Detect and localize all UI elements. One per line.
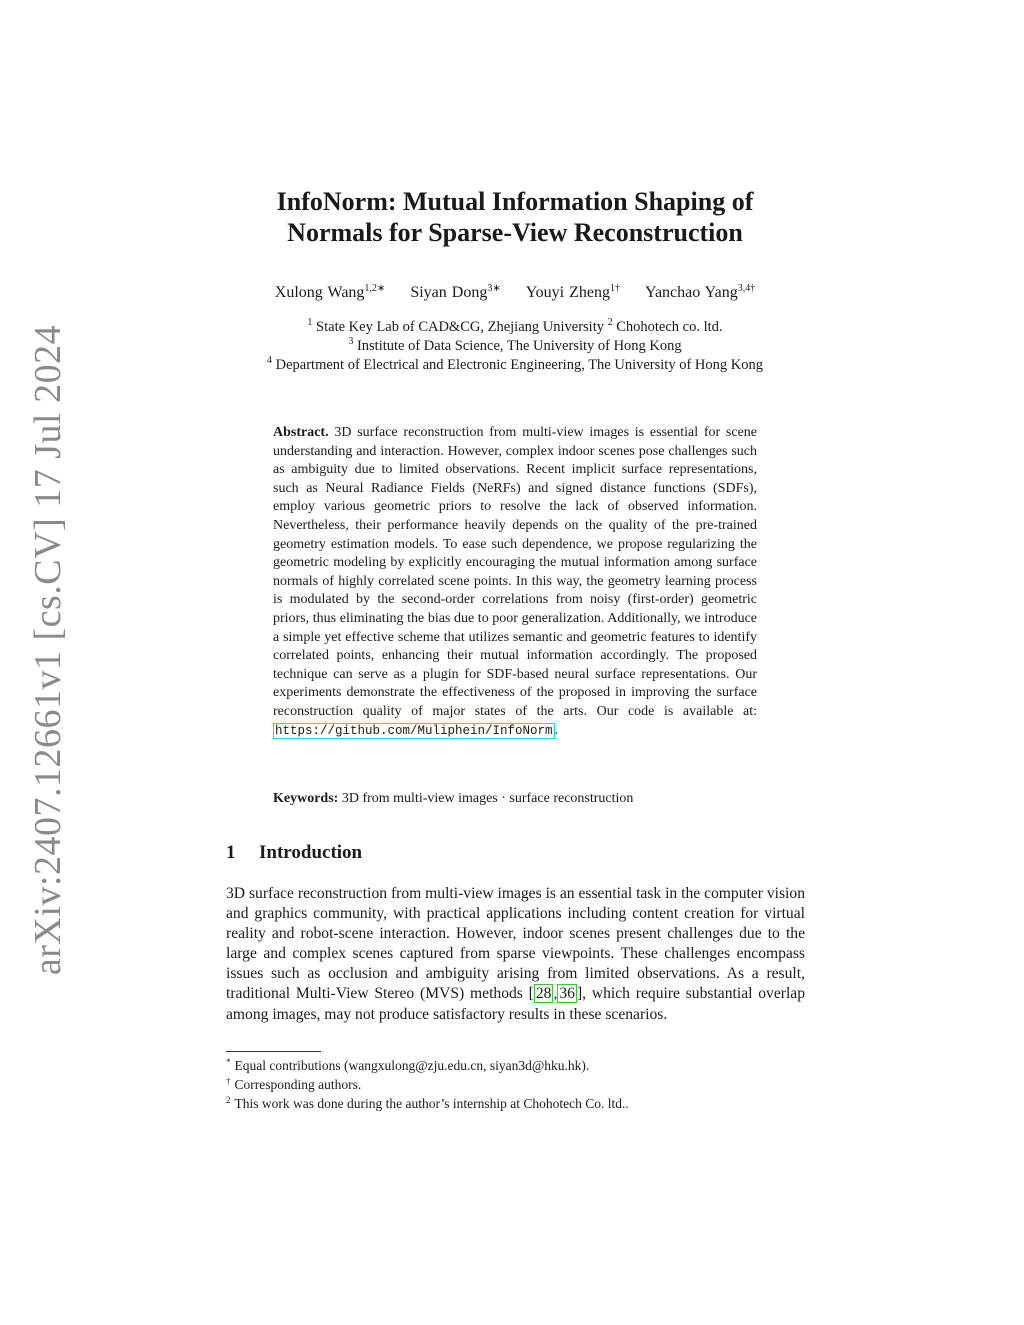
author: Siyan Dong$^{3∗}$ — [410, 283, 501, 301]
keywords-label: Keywords: — [273, 791, 339, 806]
footnote: $^2$ This work was done during the author’s internship at Chohotech Co. ltd.. — [226, 1095, 629, 1111]
footnote: * Equal contributions (wangxulong@zju.edu.cn, siyan3d@hku.hk). — [226, 1057, 590, 1073]
arxiv-side-stamp — [20, 324, 76, 976]
keywords — [273, 790, 757, 808]
arxiv-id-text: arXiv:2407.12661v1 [cs.CV] 17 Jul 2024 — [27, 324, 69, 976]
affiliation-line: $^4$ Department of Electrical and Electronic Engineering, The University of Hong Kong — [267, 355, 763, 373]
abstract-label: Abstract. — [273, 425, 329, 440]
title-line-2: Normals for Sparse-View Reconstruction — [287, 218, 743, 247]
title-line-1: InfoNorm: Mutual Information Shaping of — [276, 187, 754, 216]
introduction-paragraph: 3D surface reconstruction from multi-view images is an essential task in the computer vision and graphics community, with practical applications including content creation for virtual reality and robot-scene interaction. However, indoor scenes present challenges due to the large and complex scenes captured from sparse viewpoints. These challenges encompass issues such as occlusion and ambiguity arising from limited observations. As a result, traditional Multi-View Stereo (MVS) methods [ 28 , 36 ], which require substantial overlap among images, may not produce satisfactory results in these scenarios. — [226, 885, 806, 1023]
footnote: † Corresponding authors. — [226, 1076, 362, 1092]
section-heading-introduction — [226, 841, 362, 865]
citation-link[interactable]: 28 — [535, 985, 552, 1003]
footnotes — [226, 1056, 826, 1113]
keywords-text: 3D from multi-view images · surface reconstruction — [341, 791, 634, 806]
author: Youyi Zheng$^{1\dagger}$ — [525, 283, 620, 301]
abstract-text: 3D surface reconstruction from multi-view images is essential for scene understanding and interaction. However, complex indoor scenes pose challenges such as ambiguity due to limited observations. Recent implicit surface representations, such as Neural Radiance Fields (NeRFs) and signed distance functions (SDFs), employ various geometric priors to resolve the lack of observed information. Nevertheless, their performance heavily depends on the quality of the pre-trained geometry estimation models. To ease such dependence, we propose regularizing the geometric modeling by explicitly encouraging the mutual information among surface normals of highly correlated scene points. In this way, the geometry learning process is modulated by the second-order correlations from noisy (first-order) geometric priors, thus eliminating the bias due to poor generalization. Additionally, we introduce a simple yet effective scheme that utilizes semantic and geometric features to identify correlated points, enhancing their mutual information accordingly. The proposed technique can serve as a plugin for SDF-based neural surface representations. Our experiments demonstrate the effectiveness of the proposed in improving the surface reconstruction quality of major states of the arts. Our code is available at: — [273, 425, 758, 719]
affiliation-line: $^1$ State Key Lab of CAD&CG, Zhejiang University $^2$ Chohotech co. ltd. — [307, 317, 723, 335]
footnote-divider — [226, 1051, 321, 1052]
section-title: Introduction — [259, 842, 363, 863]
paper-title — [200, 186, 830, 248]
abstract: Abstract. 3D surface reconstruction from multi-view images is essential for scene understanding and interaction. However, complex indoor scenes pose challenges such as ambiguity due to limited observations. Recent implicit surface representations, such as Neural Radiance Fields (NeRFs) and signed distance functions (SDFs), employ various geometric priors to resolve the lack of observed information. Nevertheless, their performance heavily depends on the quality of the pre-trained geometry estimation models. To ease such dependence, we propose regularizing the geometric modeling by explicitly encouraging the mutual information among surface normals of highly correlated scene points. In this way, the geometry learning process is modulated by the second-order correlations from noisy (first-order) geometric priors, thus eliminating the bias due to poor generalization. Additionally, we introduce a simple yet effective scheme that utilizes semantic and geometric features to identify correlated points, enhancing their mutual information accordingly. The proposed technique can serve as a plugin for SDF-based neural surface representations. Our experiments demonstrate the effectiveness of the proposed in improving the surface reconstruction quality of major states of the arts. Our code is available at: https://github.com/Muliphein/InfoNorm . — [273, 425, 758, 738]
code-repository-link[interactable]: https://github.com/Muliphein/InfoNorm — [275, 723, 553, 738]
author: Xulong Wang$^{1,2∗}$ — [274, 283, 386, 301]
author-list — [200, 283, 830, 303]
author: Yanchao Yang$^{3,4\dagger}$ — [644, 283, 756, 301]
affiliations — [180, 318, 850, 375]
affiliation-line: $^3$ Institute of Data Science, The University of Hong Kong — [348, 336, 682, 354]
section-number: 1 — [226, 842, 236, 863]
citation-link[interactable]: 36 — [559, 985, 575, 1003]
